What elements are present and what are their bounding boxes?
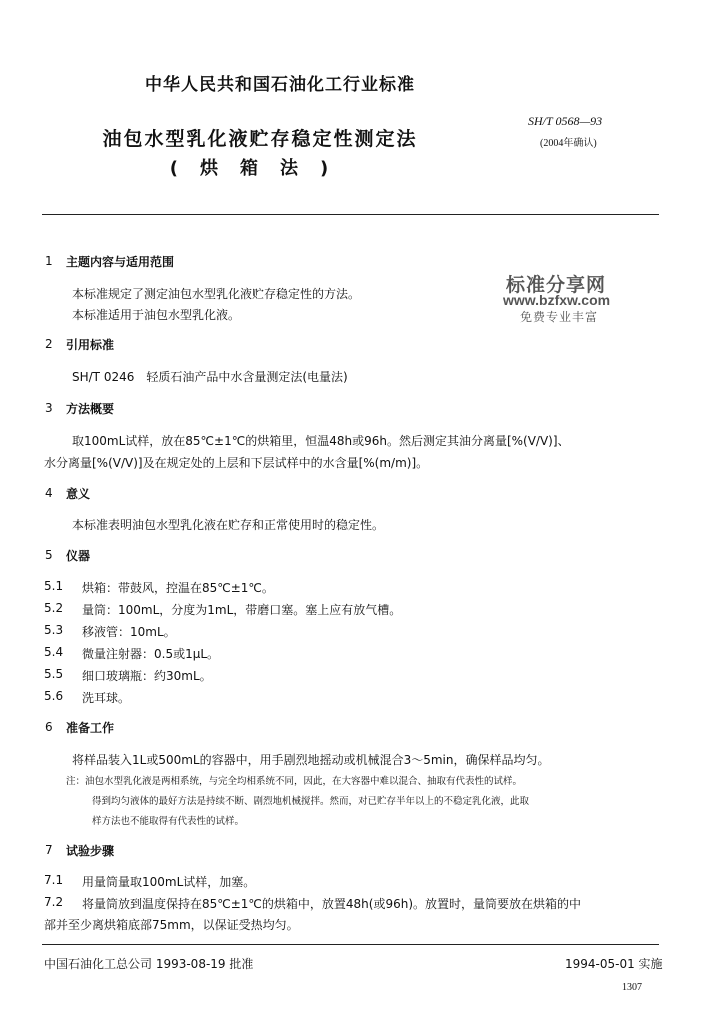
item-number: 5.5 [44,667,64,681]
section-number: 1 [45,254,53,268]
note-line: 样方法也不能取得有代表性的试样。 [92,816,245,827]
note-line: 得到均匀液体的最好方法是持续不断、剧烈地机械搅拌。然而，对已贮存半年以上的不稳定乳化液，此取 [92,796,530,807]
confirmation-note: (2004年确认) [540,138,597,149]
section-heading: 试验步骤 [66,844,115,858]
paragraph: 本标准规定了测定油包水型乳化液贮存稳定性的方法。 [72,287,361,301]
section-heading: 意义 [66,487,91,501]
section-heading: 主题内容与适用范围 [66,255,175,269]
list-item: 将量筒放到温度保持在85℃±1℃的烘箱中，放置48h(或96h)。放置时，量筒要放在烘箱的中 [82,897,582,911]
item-number: 5.6 [44,689,64,703]
section-number: 7 [45,843,53,857]
item-number: 5.4 [44,645,64,659]
section-number: 3 [45,401,53,415]
watermark-slogan: 免费专业丰富 [520,310,599,324]
item-number: 7.2 [44,895,64,909]
watermark-url: www.bzfxw.com [503,292,611,308]
paragraph: 将样品装入1L或500mL的容器中，用手剧烈地摇动或机械混合3～5min，确保样品均匀。 [72,753,550,767]
paragraph: 本标准适用于油包水型乳化液。 [72,308,241,322]
document-title: 油包水型乳化液贮存稳定性测定法 [102,128,418,150]
paragraph: 水分离量[%(V/V)]及在规定处的上层和下层试样中的水含量[%(m/m)]。 [44,456,429,470]
section-number: 2 [45,337,53,351]
section-heading: 准备工作 [66,721,115,735]
list-item: 洗耳球。 [82,691,131,705]
list-item: 烘箱：带鼓风，控温在85℃±1℃。 [82,581,274,595]
section-number: 4 [45,486,53,500]
list-item: 用量筒量取100mL试样，加塞。 [82,875,256,889]
approval-line: 中国石油化工总公司 1993-08-19 批准 [44,957,254,971]
item-number: 7.1 [44,873,64,887]
standard-code: SH/T 0568—93 [528,114,603,128]
section-number: 6 [45,720,53,734]
section-heading: 方法概要 [66,402,115,416]
list-item: 量筒：100mL，分度为1mL，带磨口塞。塞上应有放气槽。 [82,603,402,617]
paragraph: 取100mL试样，放在85℃±1℃的烘箱里，恒温48h或96h。然后测定其油分离量[%(V/V)]、 [72,434,570,448]
list-item: 微量注射器：0.5或1μL。 [82,647,220,661]
watermark-site-name: 标准分享网 [506,274,607,296]
section-heading: 仪器 [66,549,91,563]
note-line: 注：油包水型乳化液是两相系统，与完全均相系统不同，因此，在大容器中难以混合、抽取有代表性的试样。 [66,776,523,787]
list-item: 细口玻璃瓶：约30mL。 [82,669,212,683]
effective-date: 1994-05-01 实施 [565,957,663,971]
footer-divider [42,944,659,945]
reference-item: SH/T 0246 轻质石油产品中水含量测定法(电量法) [72,370,348,384]
item-number: 5.1 [44,579,64,593]
list-item-continuation: 部并至少离烘箱底部75mm，以保证受热均匀。 [44,918,299,932]
page-number: 1307 [622,982,642,993]
list-item: 移液管：10mL。 [82,625,176,639]
header-divider [42,214,659,215]
section-number: 5 [45,548,53,562]
item-number: 5.2 [44,601,64,615]
document-subtitle: (烘箱法) [169,158,351,179]
item-number: 5.3 [44,623,64,637]
section-heading: 引用标准 [66,338,115,352]
paragraph: 本标准表明油包水型乳化液在贮存和正常使用时的稳定性。 [72,518,385,532]
issuing-organization: 中华人民共和国石油化工行业标准 [145,75,415,95]
